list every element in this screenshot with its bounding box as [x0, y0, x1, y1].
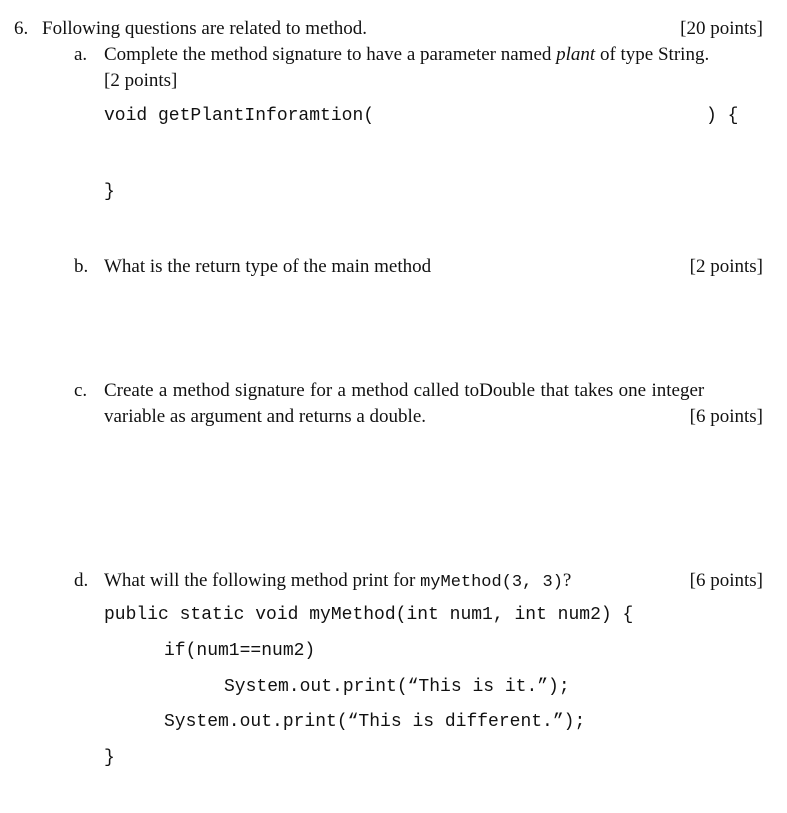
- part-d-code-call: myMethod(3, 3): [420, 573, 563, 592]
- part-d-code-line-2: if(num1==num2): [164, 641, 316, 661]
- part-a-code-signature: void getPlantInforamtion(: [104, 106, 375, 126]
- part-a-code-close-brace: }: [104, 182, 115, 202]
- part-d-code-line-5: }: [104, 748, 115, 768]
- part-c-points: [6 points]: [689, 406, 763, 427]
- part-d-letter: d.: [74, 570, 89, 591]
- part-c-line2: variable as argument and returns a double.: [104, 406, 427, 427]
- part-d-points: [6 points]: [689, 570, 763, 591]
- part-c-line1: Create a method signature for a method called toDouble that takes one integer: [104, 380, 705, 401]
- part-a-letter: a.: [74, 44, 88, 65]
- part-a-text-after: of type String.: [595, 44, 710, 65]
- part-d-code-line-1: public static void myMethod(int num1, int num2) {: [104, 605, 634, 625]
- part-d-code-line-3: System.out.print(“This is it.”);: [224, 677, 570, 697]
- question-title: Following questions are related to method.: [42, 18, 368, 39]
- question-points: [20 points]: [680, 18, 763, 39]
- part-a-text-italic: plant: [556, 44, 596, 65]
- part-a-text-before: Complete the method signature to have a parameter named: [104, 44, 557, 65]
- part-d-question-mark: ?: [562, 570, 572, 591]
- part-d-text: What will the following method print for: [104, 570, 421, 591]
- part-b-text: What is the return type of the main method: [104, 256, 432, 277]
- part-d-question: [104, 570, 571, 592]
- part-c-letter: c.: [74, 380, 88, 401]
- part-a-code-close-paren: ) {: [706, 106, 739, 126]
- part-a-question: [104, 44, 765, 66]
- part-a-points: [2 points]: [104, 70, 178, 91]
- question-number: 6.: [14, 18, 29, 39]
- part-d-code-line-4: System.out.print(“This is different.”);: [164, 712, 586, 732]
- part-b-letter: b.: [74, 256, 89, 277]
- part-b-points: [2 points]: [689, 256, 763, 277]
